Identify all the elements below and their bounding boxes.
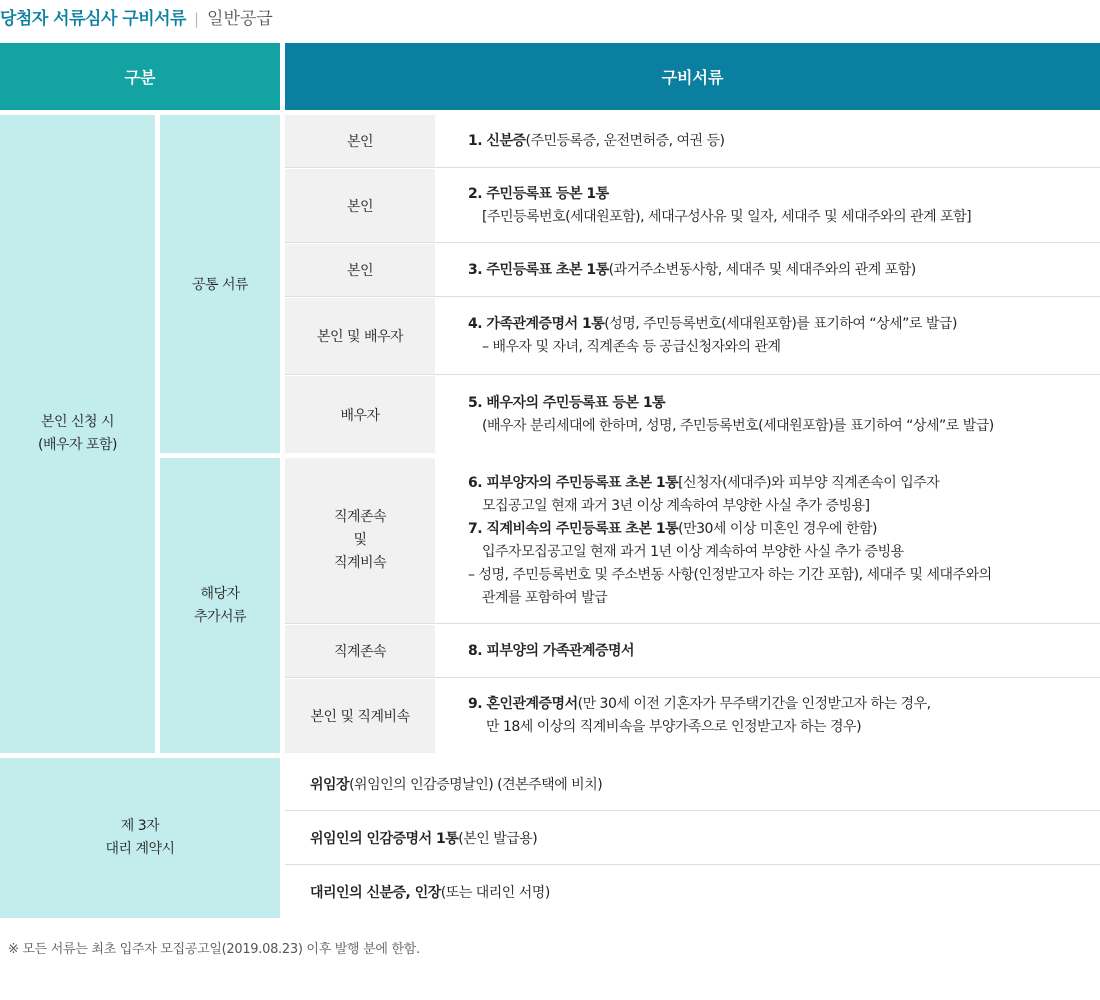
doc-line: 모집공고일 현재 과거 3년 이상 계속하여 부양한 사실 추가 증빙용] bbox=[482, 497, 870, 514]
group-applicant: 본인 신청 시 (배우자 포함) bbox=[0, 115, 155, 753]
row-divider bbox=[285, 374, 1100, 375]
group-additional: 해당자 추가서류 bbox=[160, 458, 280, 753]
doc-line: 5. 배우자의 주민등록표 등본 1통 bbox=[468, 394, 666, 411]
footnote: ※ 모든 서류는 최초 입주자 모집공고일(2019.08.23) 이후 발행 분에 한함. bbox=[8, 942, 420, 957]
group-common: 공통 서류 bbox=[160, 115, 280, 453]
doc-line: 6. 피부양자의 주민등록표 초본 1통[신청자(세대주)와 피부양 직계존속이 입주자 bbox=[468, 474, 940, 491]
row-divider bbox=[285, 864, 1100, 865]
row-divider bbox=[285, 677, 1100, 678]
row-documents bbox=[443, 115, 1100, 167]
row-target: 본인 bbox=[285, 244, 435, 296]
doc-line: – 성명, 주민등록번호 및 주소변동 사항(인정받고자 하는 기간 포함), 세대주 및 세대주와의 bbox=[468, 566, 992, 583]
doc-line: 관계를 포함하여 발급 bbox=[482, 589, 608, 606]
row-documents bbox=[443, 376, 1100, 453]
doc-line: – 배우자 및 자녀, 직계존속 등 공급신청자와의 관계 bbox=[482, 339, 781, 355]
row-target: 본인 및 배우자 bbox=[285, 298, 435, 374]
title-separator: | bbox=[193, 10, 200, 28]
row-target: 본인 bbox=[285, 169, 435, 242]
header-documents: 구비서류 bbox=[285, 43, 1100, 110]
row-target: 본인 bbox=[285, 115, 435, 167]
doc-line: 2. 주민등록표 등본 1통 bbox=[468, 185, 609, 202]
row-target: 직계존속 bbox=[285, 625, 435, 677]
doc-line: 4. 가족관계증명서 1통(성명, 주민등록번호(세대원포함)를 표기하여 “상세”로 발급) bbox=[468, 316, 957, 332]
row-target: 배우자 bbox=[285, 376, 435, 453]
row-divider bbox=[285, 296, 1100, 297]
row-documents bbox=[443, 458, 1100, 623]
proxy-document: 위임인의 인감증명서 1통 (본인 발급용) bbox=[285, 812, 1100, 864]
row-documents bbox=[443, 298, 1100, 374]
row-divider bbox=[285, 623, 1100, 624]
doc-line: 입주자모집공고일 현재 과거 1년 이상 계속하여 부양한 사실 추가 증빙용 bbox=[482, 543, 904, 560]
doc-line: 7. 직계비속의 주민등록표 초본 1통(만30세 이상 미혼인 경우에 한함) bbox=[468, 520, 877, 537]
doc-line: 1. 신분증(주민등록증, 운전면허증, 여권 등) bbox=[468, 132, 725, 149]
doc-line: 9. 혼인관계증명서(만 30세 이전 기혼자가 무주택기간을 인정받고자 하는 경우, bbox=[468, 696, 931, 712]
row-documents bbox=[443, 169, 1100, 242]
row-target: 직계존속 및 직계비속 bbox=[285, 458, 435, 623]
page-title bbox=[0, 4, 273, 28]
doc-line: (배우자 분리세대에 한하며, 성명, 주민등록번호(세대원포함)를 표기하여 “상세”로 발급) bbox=[482, 417, 994, 434]
row-documents bbox=[443, 625, 1100, 677]
doc-line: [주민등록번호(세대원포함), 세대구성사유 및 일자, 세대주 및 세대주와의 관계 포함] bbox=[482, 208, 972, 225]
row-divider bbox=[285, 810, 1100, 811]
row-documents bbox=[443, 244, 1100, 296]
row-target: 본인 및 직계비속 bbox=[285, 679, 435, 753]
page-title-sub: 일반공급 bbox=[207, 9, 273, 29]
group-proxy: 제 3자 대리 계약시 bbox=[0, 758, 280, 918]
row-divider bbox=[285, 167, 1100, 168]
doc-line: 만 18세 이상의 직계비속을 부양가족으로 인정받고자 하는 경우) bbox=[486, 719, 862, 735]
doc-line: 3. 주민등록표 초본 1통(과거주소변동사항, 세대주 및 세대주와의 관계 포함) bbox=[468, 261, 916, 278]
header-category: 구분 bbox=[0, 43, 280, 110]
proxy-document: 대리인의 신분증, 인장 (또는 대리인 서명) bbox=[285, 866, 1100, 918]
row-documents bbox=[443, 679, 1100, 753]
proxy-document: 위임장 (위임인의 인감증명날인) (견본주택에 비치) bbox=[285, 758, 1100, 810]
page-title-main: 당첨자 서류심사 구비서류 bbox=[0, 9, 186, 29]
row-divider bbox=[285, 242, 1100, 243]
doc-line: 8. 피부양의 가족관계증명서 bbox=[468, 642, 635, 659]
